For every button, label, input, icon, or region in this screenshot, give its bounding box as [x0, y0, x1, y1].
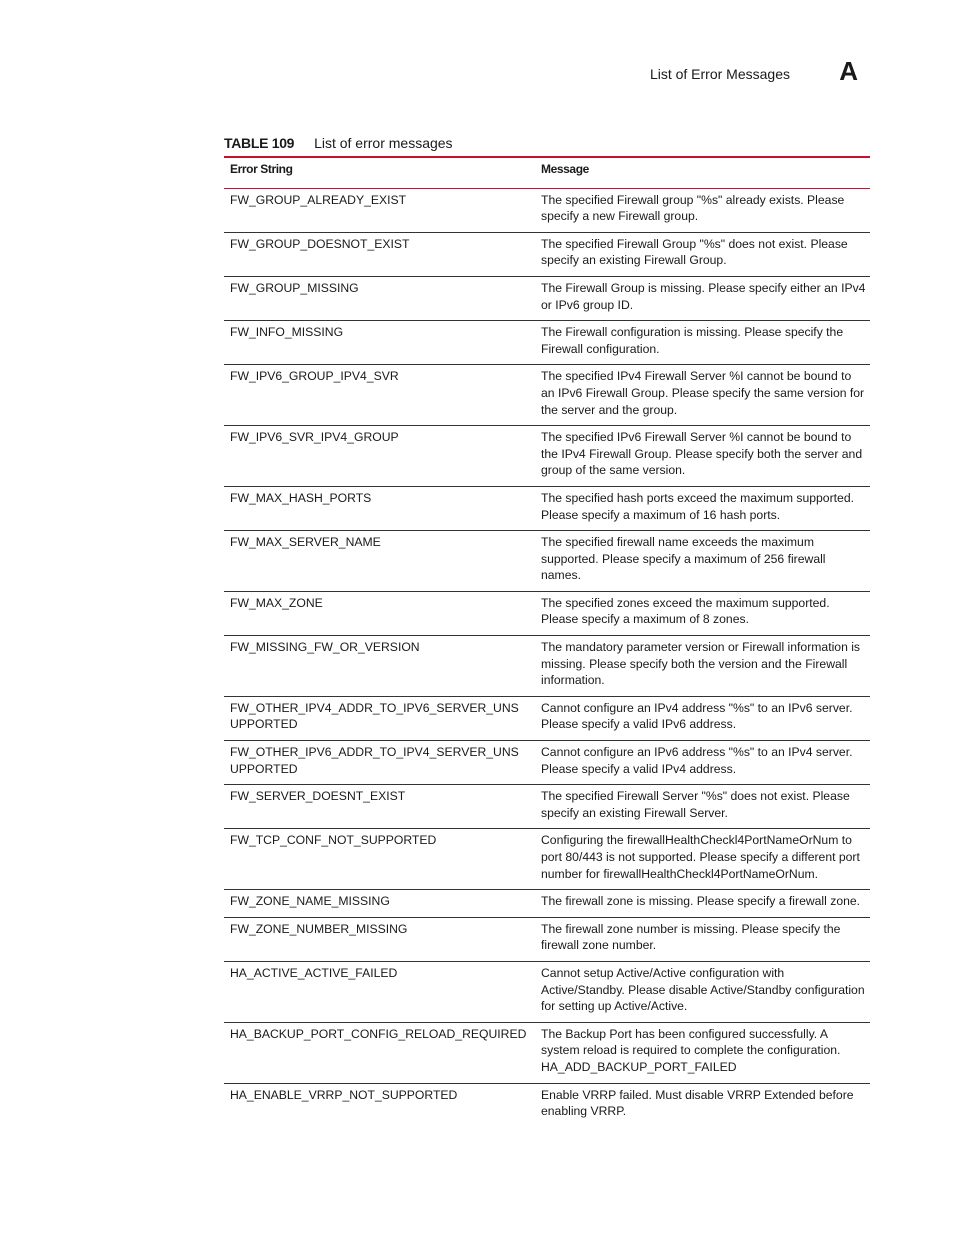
error-string-cell: FW_SERVER_DOESNT_EXIST — [224, 785, 535, 829]
table-row — [224, 188, 870, 232]
message-cell: The specified firewall name exceeds the maximum supported. Please specify a maximum of 256 firewall names. — [535, 531, 870, 592]
table-row — [224, 486, 870, 530]
error-string-cell: FW_MISSING_FW_OR_VERSION — [224, 636, 535, 697]
message-cell: Cannot configure an IPv4 address "%s" to an IPv6 server. Please specify a valid IPv6 address. — [535, 696, 870, 740]
section-title: List of Error Messages — [649, 66, 790, 82]
table-row — [224, 591, 870, 635]
error-string-cell: HA_ENABLE_VRRP_NOT_SUPPORTED — [230, 1087, 458, 1102]
table-row — [224, 321, 870, 365]
message-cell: The specified Firewall group "%s" already exists. Please specify a new Firewall group. — [535, 188, 870, 232]
error-string-cell: FW_ZONE_NAME_MISSING — [224, 890, 535, 918]
table-row — [224, 531, 870, 592]
table-row — [224, 1083, 870, 1127]
error-string-cell: FW_GROUP_MISSING — [224, 276, 535, 320]
table-caption-text: List of error messages — [314, 135, 453, 151]
message-cell: Cannot setup Active/Active configuration with Active/Standby. Please disable Active/Standby configuration for setting up Active/Active. — [535, 961, 870, 1022]
error-string-cell: FW_ZONE_NUMBER_MISSING — [224, 917, 535, 961]
error-string-cell: FW_IPV6_GROUP_IPV4_SVR — [224, 365, 535, 426]
message-cell: The specified Firewall Server "%s" does not exist. Please specify an existing Firewall Server. — [535, 785, 870, 829]
message-cell: The specified Firewall Group "%s" does not exist. Please specify an existing Firewall Group. — [535, 232, 870, 276]
table-row — [224, 917, 870, 961]
error-string-cell: HA_BACKUP_PORT_CONFIG_RELOAD_REQUIRED — [224, 1022, 535, 1083]
message-cell: Configuring the firewallHealthCheckl4PortNameOrNum to port 80/443 is not supported. Please specify a different port number for firewallHealthCheckl4PortNameOrNum. — [535, 829, 870, 890]
message-cell: The mandatory parameter version or Firewall information is missing. Please specify both the version and the Firewall information. — [535, 636, 870, 697]
table-row — [224, 785, 870, 829]
table-row — [224, 890, 870, 918]
column-header-error-string: Error String — [224, 158, 535, 188]
error-string-cell: FW_MAX_HASH_PORTS — [224, 486, 535, 530]
message-cell: The specified IPv4 Firewall Server %I cannot be bound to an IPv6 Firewall Group. Please specify the same version for the server and the group. — [535, 365, 870, 426]
message-cell: The specified IPv6 Firewall Server %I cannot be bound to the IPv4 Firewall Group. Please specify both the server and group of the same version. — [535, 426, 870, 487]
table-row — [224, 426, 870, 487]
table-row — [224, 365, 870, 426]
table-row — [224, 232, 870, 276]
message-cell: The Backup Port has been configured successfully. A system reload is required to complete the configuration. HA_ADD_BACKUP_PORT_FAILED — [535, 1022, 870, 1083]
message-cell: Cannot configure an IPv6 address "%s" to an IPv4 server. Please specify a valid IPv4 address. — [535, 741, 870, 785]
column-header-message: Message — [535, 158, 870, 188]
error-string-cell: FW_MAX_SERVER_NAME — [224, 531, 535, 592]
table-row — [224, 276, 870, 320]
message-cell: The firewall zone is missing. Please specify a firewall zone. — [535, 890, 870, 918]
table-body — [224, 188, 870, 1127]
error-string-cell: FW_OTHER_IPV4_ADDR_TO_IPV6_SERVER_UNSUPPORTED — [224, 696, 535, 740]
error-string-cell: FW_GROUP_ALREADY_EXIST — [224, 188, 535, 232]
table-row — [224, 636, 870, 697]
header-row — [224, 158, 870, 188]
error-messages-table — [224, 158, 870, 1127]
table-caption — [224, 135, 870, 151]
message-cell: The specified zones exceed the maximum supported. Please specify a maximum of 8 zones. — [535, 591, 870, 635]
message-cell: The Firewall configuration is missing. Please specify the Firewall configuration. — [535, 321, 870, 365]
error-string-cell: FW_GROUP_DOESNOT_EXIST — [224, 232, 535, 276]
error-string-cell: FW_TCP_CONF_NOT_SUPPORTED — [224, 829, 535, 890]
error-string-cell: HA_ACTIVE_ACTIVE_FAILED — [224, 961, 535, 1022]
table-row — [224, 1022, 870, 1083]
table-row — [224, 829, 870, 890]
table-row — [224, 741, 870, 785]
message-cell: The specified hash ports exceed the maximum supported. Please specify a maximum of 16 hash ports. — [535, 486, 870, 530]
error-string-cell: FW_OTHER_IPV6_ADDR_TO_IPV4_SERVER_UNSUPPORTED — [224, 741, 535, 785]
message-cell: Enable VRRP failed. Must disable VRRP Extended before enabling VRRP. — [541, 1087, 854, 1119]
table-header — [224, 158, 870, 188]
appendix-letter: A — [839, 56, 858, 86]
error-string-cell: FW_INFO_MISSING — [224, 321, 535, 365]
running-header — [620, 58, 860, 92]
error-string-cell: FW_MAX_ZONE — [224, 591, 535, 635]
message-cell: The firewall zone number is missing. Please specify the firewall zone number. — [535, 917, 870, 961]
message-cell: The Firewall Group is missing. Please specify either an IPv4 or IPv6 group ID. — [535, 276, 870, 320]
table-row — [224, 961, 870, 1022]
table-number: TABLE 109 — [224, 135, 295, 151]
table-row — [224, 696, 870, 740]
error-string-cell: FW_IPV6_SVR_IPV4_GROUP — [224, 426, 535, 487]
